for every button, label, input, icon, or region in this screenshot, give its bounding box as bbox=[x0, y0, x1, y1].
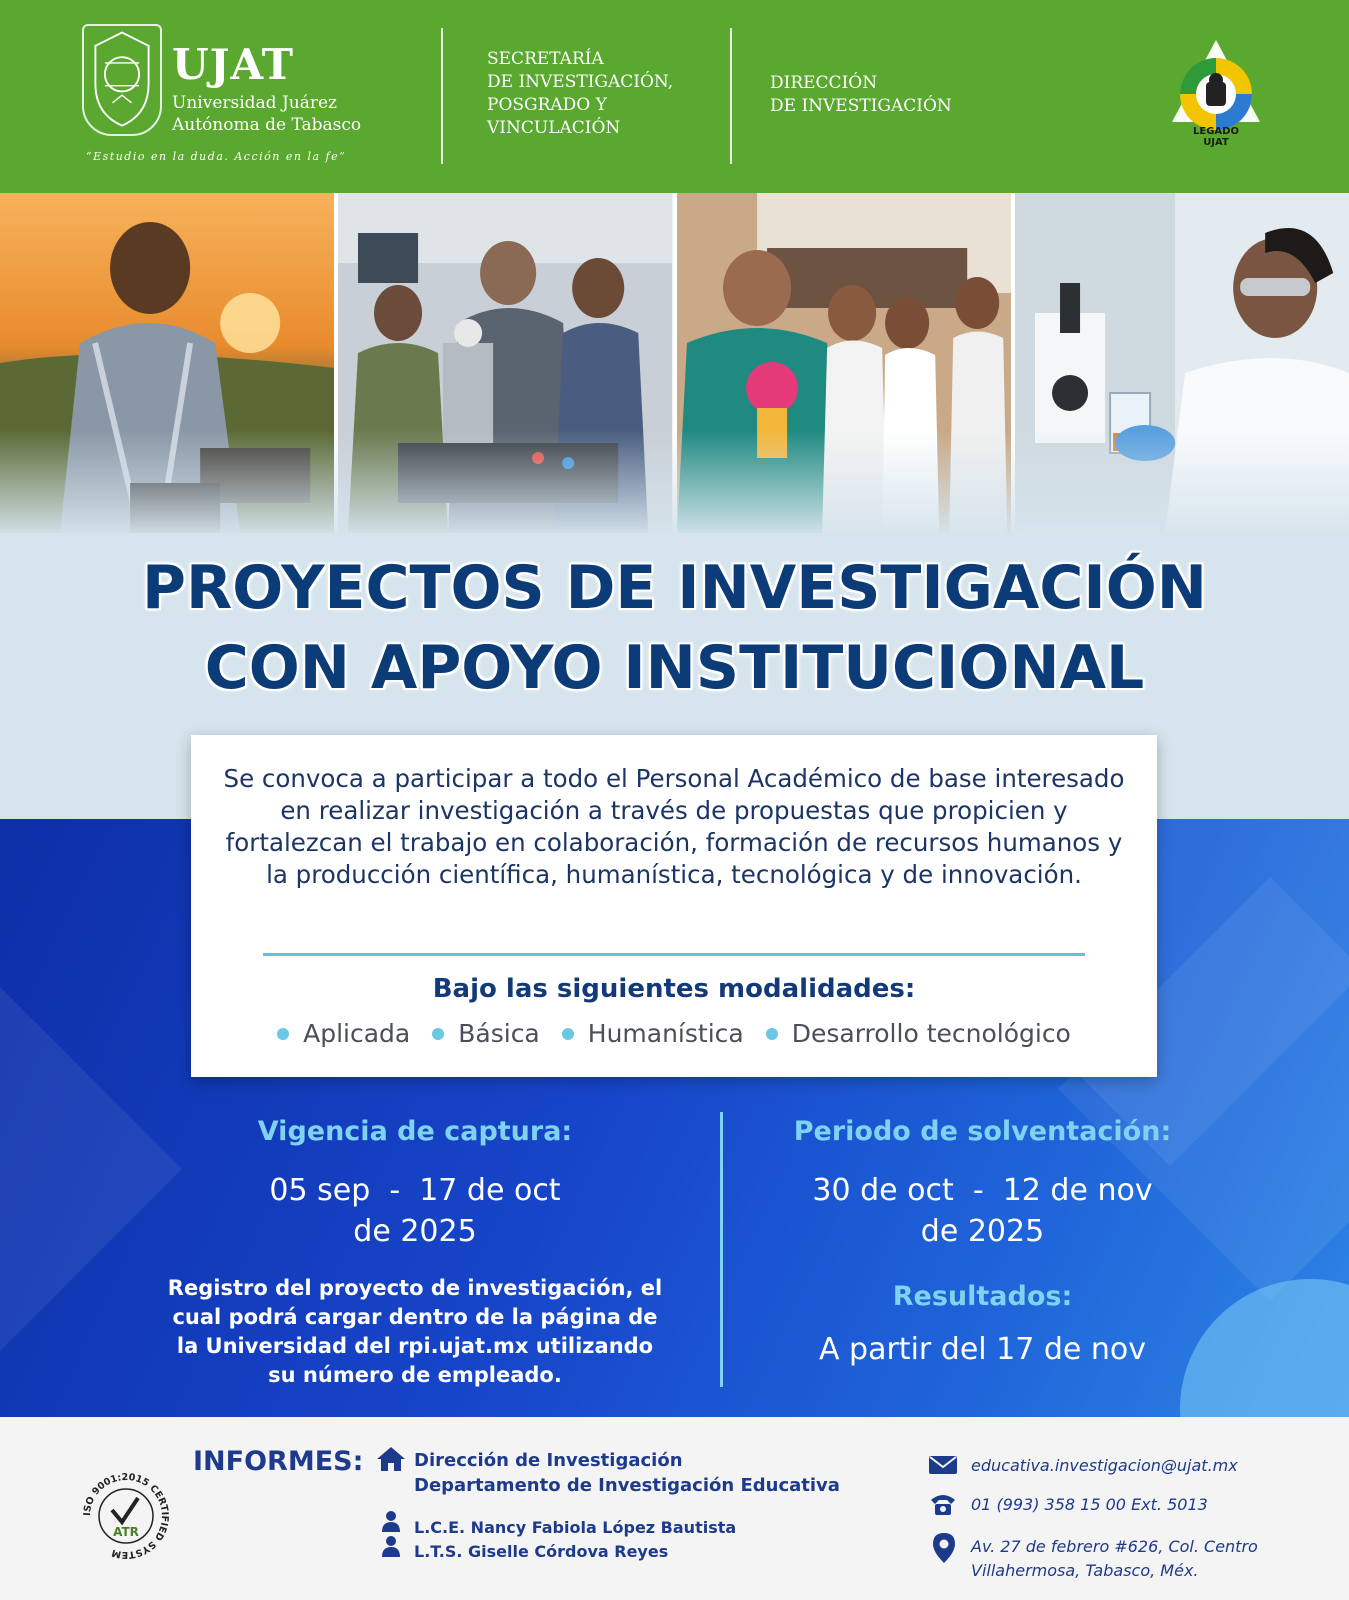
direccion-label: DIRECCIÓN DE INVESTIGACIÓN bbox=[770, 73, 952, 116]
person-icon bbox=[381, 1535, 401, 1561]
title-line-2: CON APOYO INSTITUCIONAL bbox=[204, 633, 1145, 703]
header-divider bbox=[441, 28, 443, 164]
header-divider bbox=[730, 28, 732, 164]
contact-email[interactable]: educativa.investigacion@ujat.mx bbox=[971, 1456, 1238, 1475]
call-text: Se convoca a participar a todo el Personal Académico de base interesado en realizar investigación a través de propuestas que propicien y fortalezcan el trabajo en colaboración, formación de recursos humanos y la producción científica, humanística, tecnológica y de innovación. bbox=[223, 764, 1125, 889]
office-name: Dirección de Investigación Departamento de Investigación Educativa bbox=[414, 1450, 840, 1496]
ujat-brand: UJAT bbox=[172, 40, 295, 89]
captura-title: Vigencia de captura: bbox=[257, 1116, 573, 1147]
iso-mark-text: ATR bbox=[113, 1525, 139, 1539]
modality-item bbox=[432, 1019, 540, 1048]
iso-certified-icon bbox=[80, 1470, 172, 1562]
location-pin-icon bbox=[933, 1533, 955, 1567]
resultados-title: Resultados: bbox=[892, 1281, 1073, 1312]
person-icon bbox=[381, 1510, 401, 1536]
university-name bbox=[172, 92, 361, 136]
photo-fade bbox=[0, 430, 1349, 550]
modality-label: Aplicada bbox=[303, 1019, 411, 1048]
decor-shape bbox=[0, 957, 182, 1381]
modality-label: Humanística bbox=[587, 1019, 744, 1048]
modality-label: Básica bbox=[458, 1019, 540, 1048]
modalities-heading: Bajo las siguientes modalidades: bbox=[432, 974, 916, 1004]
contact-name: L.T.S. Giselle Córdova Reyes bbox=[414, 1542, 669, 1561]
legado-label: LEGADO UJAT bbox=[1193, 126, 1239, 148]
captura-note-text: utilizando su número de empleado. bbox=[268, 1334, 654, 1387]
captura-note-text: Registro del proyecto de investigación, el cual podrá cargar dentro de la página de la Universidad del bbox=[167, 1276, 663, 1358]
column-divider bbox=[720, 1112, 723, 1387]
call-card bbox=[191, 735, 1157, 1077]
university-line-1: Universidad Juárez bbox=[172, 93, 338, 113]
modality-item bbox=[277, 1019, 410, 1048]
secretaria-label: SECRETARÍA DE INVESTIGACIÓN, POSGRADO Y VINCULACIÓN bbox=[487, 49, 674, 138]
modality-item bbox=[766, 1019, 1071, 1048]
contact-phone: 01 (993) 358 15 00 Ext. 5013 bbox=[971, 1495, 1208, 1514]
solventacion-title: Periodo de solventación: bbox=[793, 1116, 1172, 1147]
captura-dates: 05 sep - 17 de oct de 2025 bbox=[269, 1173, 561, 1249]
university-line-2: Autónoma de Tabasco bbox=[172, 115, 362, 135]
modalities-list bbox=[191, 1019, 1157, 1048]
ujat-crest-icon bbox=[82, 24, 162, 136]
bullet-icon bbox=[277, 1028, 289, 1040]
bullet-icon bbox=[432, 1028, 444, 1040]
iso-ring-text: ISO 9001:2015 CERTIFIED SYSTEM bbox=[81, 1471, 171, 1561]
informes-label: INFORMES: bbox=[193, 1446, 364, 1477]
modality-label: Desarrollo tecnológico bbox=[791, 1019, 1071, 1048]
bullet-icon bbox=[562, 1028, 574, 1040]
card-divider bbox=[263, 953, 1085, 956]
header-bar bbox=[0, 0, 1349, 193]
title-line-1: PROYECTOS DE INVESTIGACIÓN bbox=[142, 553, 1207, 623]
mail-icon bbox=[929, 1456, 957, 1478]
solventacion-dates: 30 de oct - 12 de nov de 2025 bbox=[812, 1173, 1153, 1249]
captura-note bbox=[160, 1274, 670, 1390]
rpi-link[interactable]: rpi.ujat.mx bbox=[398, 1334, 529, 1358]
home-icon bbox=[376, 1446, 406, 1476]
contact-name: L.C.E. Nancy Fabiola López Bautista bbox=[414, 1518, 737, 1537]
phone-icon bbox=[929, 1492, 957, 1520]
resultados-text: A partir del 17 de nov bbox=[818, 1332, 1147, 1367]
contact-address: Av. 27 de febrero #626, Col. Centro Villahermosa, Tabasco, Méx. bbox=[971, 1537, 1258, 1580]
university-motto: “Estudio en la duda. Acción en la fe” bbox=[86, 150, 347, 163]
modality-item bbox=[562, 1019, 744, 1048]
bullet-icon bbox=[766, 1028, 778, 1040]
